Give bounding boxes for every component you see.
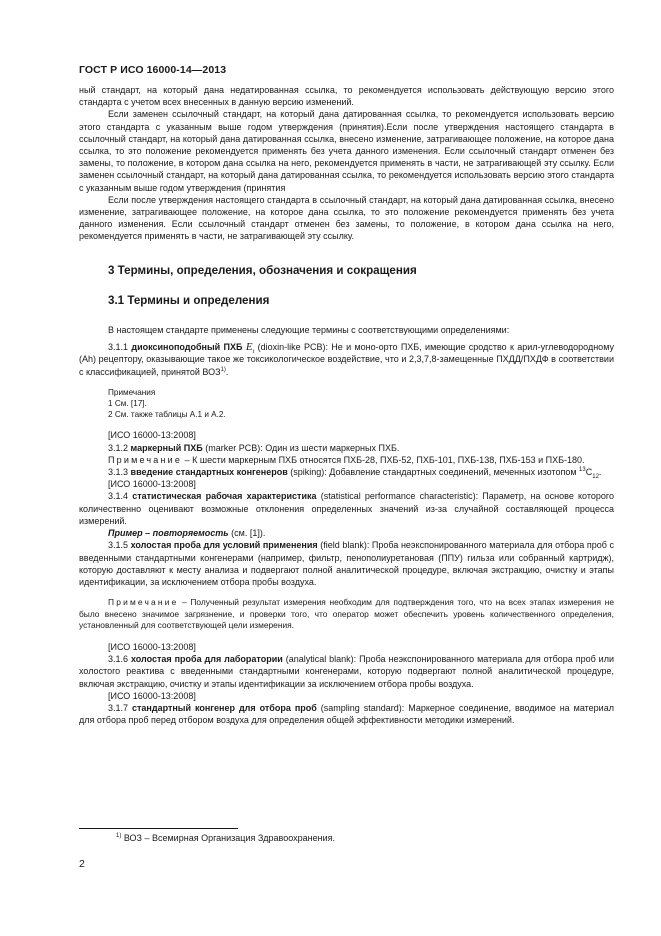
term-3-1-5-name: холостая проба для условий применения	[130, 540, 318, 551]
symbol-e: $E_t$	[245, 341, 255, 356]
term-3-1-2-name: маркерный ПХБ	[130, 442, 203, 453]
notes-title: Примечания	[108, 387, 156, 397]
term-3-1-6: 3.1.6 холостая проба для лаборатории (analytical blank): Проба неэкспонированного материала для отбора проб или холостого реактива с введенными стандартными конгенерами, которую подвергают полной аналитической процедуре, включая экстракцию, очистку и этапы идентификации за исключением отбора пробы воздуха.	[79, 654, 614, 689]
example-label: Пример – повторяемость	[108, 528, 229, 539]
term-3-1-7-name: стандартный конгенер для отбора проб	[132, 702, 317, 713]
example-line: Пример – повторяемость (см. [1]).	[108, 528, 266, 539]
term-3-1-1-name: диоксиноподобный ПХБ	[131, 342, 243, 353]
note-item: 2 См. также таблицы А.1 и А.2.	[108, 410, 226, 420]
term-3-1-5-note: Примечание – Полученный результат измерения необходим для подтверждения того, что на всех этапах измерения не было внесено значимое загрязнение, и проверки того, что оператор может обеспечить уровень количественного определения, установленный для соответствующей цели измерения.	[79, 597, 614, 631]
term-3-1-2: 3.1.2 маркерный ПХБ (marker PCB): Один из шести маркерных ПХБ.	[108, 442, 400, 453]
source-reference: [ИСО 16000-13:2008]	[108, 479, 196, 490]
source-reference: [ИСО 16000-13:2008]	[108, 430, 196, 441]
note-label: Примечание	[108, 597, 179, 608]
footnote-divider	[79, 828, 238, 829]
page-number: 2	[79, 858, 85, 870]
footnote-ref: 1)	[220, 366, 226, 373]
term-3-1-6-name: холостая проба для лаборатории	[130, 654, 283, 665]
term-3-1-1: 3.1.1 диоксиноподобный ПХБ $E_t$ (dioxin-like PCB): Не и моно-орто ПХБ, имеющие сродство к арил-углеводородному (Ah) рецептору, оказывающие такое же токсикологическое воздействие, что и 2,3,7,8-замещенные ПХДД/ПХДФ в соответствии с классификацией, принятой ВОЗ$^{1)}$.	[79, 341, 614, 377]
footnote: $^{1)}$ ВОЗ – Всемирная Организация Здравоохранения.	[116, 833, 335, 843]
intro-paragraph-1: ный стандарт, на который дана недатированная ссылка, то рекомендуется использовать действующую версию этого стандарта с учетом всех внесенных в данную версию изменений.	[79, 85, 614, 108]
term-3-1-2-note: Примечание – К шести маркерным ПХБ относятся ПХБ-28, ПХБ-52, ПХБ-101, ПХБ-138, ПХБ-153 и ПХБ-180.	[108, 454, 585, 465]
section-3-heading: 3 Термины, определения, обозначения и сокращения	[108, 263, 417, 277]
term-3-1-4-name: статистическая рабочая характеристика	[132, 491, 317, 502]
intro-paragraph-3: Если после утверждения настоящего стандарта в ссылочный стандарт, на который дана датированная ссылка, внесено изменение, затрагивающее положение, на которое дана ссылка, то это положение рекомендуется применять без учета данного изменения. Если ссылочный стандарт отменен без замены, то положение, в котором дана ссылка на него, рекомендуется применять в части, не затрагивающей эту ссылку.	[79, 194, 614, 242]
term-3-1-7: 3.1.7 стандартный конгенер для отбора проб (sampling standard): Маркерное соединение, вводимое на материал для отбора проб перед отбором воздуха для определения общей эффективности методики измерений.	[79, 702, 614, 726]
intro-paragraph-2: Если заменен ссылочный стандарт, на который дана датированная ссылка, то рекомендуется использовать версию этого стандарта с указанным выше годом утверждения (принятия).Если после утверждения настоящего стандарта в ссылочный стандарт, на который дана датированная ссылка, внесено изменение, затрагивающее положение, на которое дана ссылка, то это положение рекомендуется применять без учета данного изменения. Если ссылочный стандарт отменен без замены, то положение, в котором дана ссылка на него, рекомендуется применять в части, не затрагивающей эту ссылку. Если заменен ссылочный стандарт, на который дана датированная ссылка, то рекомендуется использовать версию этого стандарта с указанным выше годом утверждения (принятия	[79, 109, 614, 193]
document-header: ГОСТ Р ИСО 16000-14—2013	[79, 64, 227, 76]
source-reference: [ИСО 16000-13:2008]	[108, 690, 196, 701]
document-body	[79, 84, 614, 726]
notes-block	[79, 387, 614, 421]
terms-lead: В настоящем стандарте применены следующие термины с соответствующими определениями:	[108, 325, 510, 336]
source-reference: [ИСО 16000-13:2008]	[108, 641, 196, 652]
section-3-1-heading: 3.1 Термины и определения	[108, 293, 270, 307]
term-3-1-4: 3.1.4 статистическая рабочая характеристика (statistical performance characteristic): Параметр, на основе которого количественно оценивают возможные отклонения определенных значений из-за случайной составляющей процесса измерений.	[79, 491, 614, 526]
note-item: 1 См. [17].	[108, 399, 147, 409]
term-3-1-3-name: введение стандартных конгенеров	[130, 467, 288, 478]
note-label: Примечание	[108, 454, 183, 465]
term-3-1-3: 3.1.3 введение стандартных конгенеров (spiking): Добавление стандартных соединений, меченных изотопом $^{13}C_{12}$.	[108, 467, 602, 480]
term-3-1-5: 3.1.5 холостая проба для условий применения (field blank): Проба неэкспонированного материала для отбора проб с введенными стандартными конгенерами (например, фильтр, пенополиуретановая (ППУ) гильза или собранный картридж), которую доставляют к месту анализа и подвергают полной аналитической процедуре, включая экстракцию, очистку и этапы идентификации, за исключением отбора пробы воздуха.	[79, 540, 614, 587]
